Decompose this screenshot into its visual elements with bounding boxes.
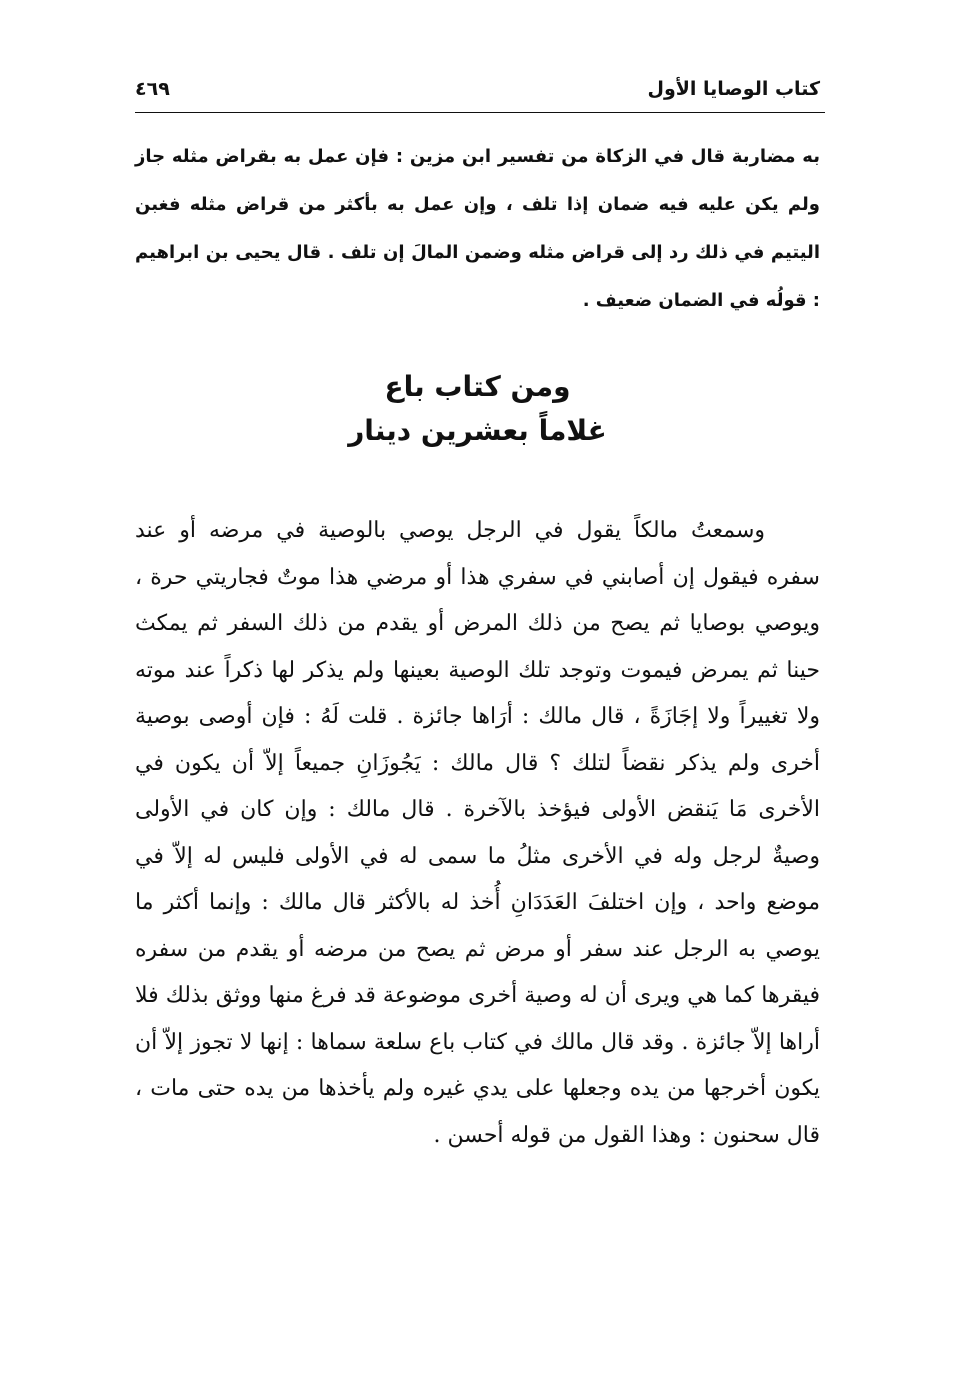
section-heading-line-1: ومن كتاب باع	[384, 370, 571, 403]
page-header	[135, 72, 820, 106]
section-heading-line-2: غلاماً بعشرين دينار	[348, 414, 607, 447]
header-rule	[135, 112, 825, 113]
continuation-paragraph: به مضاربة قال في الزكاة من تفسير ابن مزين : فإن عمل به بقراض مثله جاز ولم يكن عليه فيه ضمان إذا تلف ، وإن عمل به بأكثر من قراض مثله فغبن اليتيم في ذلك رد إلى قراض مثله وضمن المالَ إن تلف . قال يحيى بن ابراهيم : قولُه في الضمان ضعيف .	[135, 146, 820, 311]
running-title: كتاب الوصايا الأول	[647, 78, 820, 100]
page-number: ٤٦٩	[135, 78, 170, 100]
section-heading	[135, 365, 820, 453]
body-paragraph: وسمعتُ مالكاً يقول في الرجل يوصي بالوصية في مرضه أو عند سفره فيقول إن أصابني في سفري هذا أو مرضي هذا موتٌ فجاريتي حرة ، ويوصي بوصايا ثم يصح من ذلك المرض أو يقدم من ذلك السفر ثم يمكث حينا ثم يمرض فيموت وتوجد تلك الوصية بعينها ولم يذكر لها ذكراً عند موته ولا تغييراً ولا إجَازَةً ، قال مالك : أرَاها جائزة . قلت لَهُ : فإن أوصى بوصية أخرى ولم يذكر نقضاً لتلك ؟ قال مالك : يَجُوزَانِ جميعاً إلاّ أن يكون في الأخرى مَا يَنقض الأولى فيؤخذ بالآخرة . قال مالك : وإن كان في الأولى وصيةٌ لرجل وله في الأخرى مثلُ ما سمى له في الأولى فليس له إلاّ في موضع واحد ، وإن اختلفَ العَدَدَانِ أُخذ له بالأكثر قال مالك : وإنما أكثر ما يوصي به الرجل عند سفر أو مرض ثم يصح من مرضه أو يقدم من سفره فيقرها كما هي ويرى أن له وصية أخرى موضوعة قد فرغ منها ووثق بذلك فلا أراها إلاّ جائزة . وقد قال مالك في كتاب باع سلعة سماها : إنها لا تجوز إلاّ أن يكون أخرجها من يده وجعلها على يدي غيره ولم يأخذها من يده حتى مات ، قال سحنون : وهذا القول من قوله أحسن .	[135, 518, 820, 1148]
